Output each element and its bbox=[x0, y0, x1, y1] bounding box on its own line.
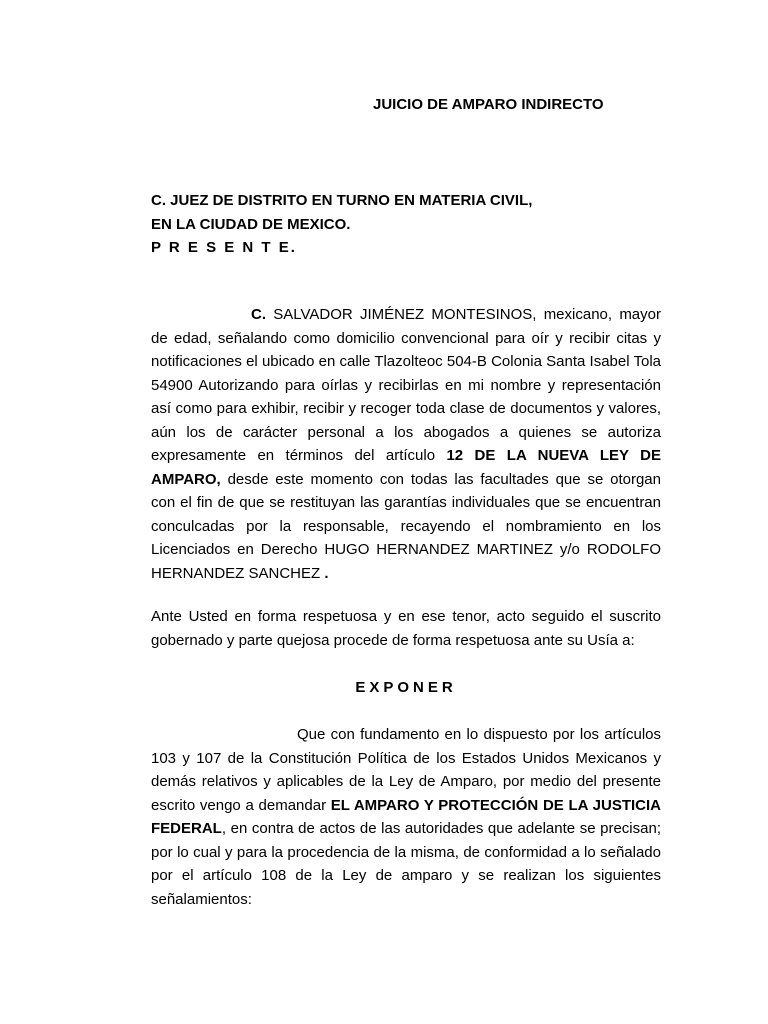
paragraph-petitioner bbox=[151, 303, 661, 585]
paragraph-intro: Ante Usted en forma respetuosa y en ese tenor, acto seguido el suscrito gobernado y parte quejosa procede de forma respetuosa ante su Usía a: bbox=[151, 608, 661, 649]
paragraph-lead: C. bbox=[251, 306, 266, 323]
paragraph-exposition bbox=[151, 723, 661, 911]
paragraph-text: Que con fundamento en lo dispuesto por los artículos 103 y 107 de la Constitución Política de los Estados Unidos Mexicanos y demás relativos y aplicables de la Ley de Amparo, por medio del presente escrito vengo a demandar bbox=[151, 726, 661, 814]
paragraph-text: , en contra de actos de las autoridades que adelante se precisan; por lo cual y para la procedencia de la misma, de conformidad a lo señalado por el artículo 108 de la Ley de amparo y se realizan los siguientes señalamientos: bbox=[151, 820, 661, 908]
amparo-demand-phrase: EL AMPARO Y PROTECCIÓN DE LA JUSTICIA FEDERAL bbox=[151, 796, 662, 837]
paragraph-text: SALVADOR JIMÉNEZ MONTESINOS, mexicano, mayor de edad, señalando como domicilio convencional para oír y recibir citas y notificaciones el ubicado en calle Tlazolteoc 504-B Colonia Santa Isabel Tola 54900 Autorizando para oírlas y recibirlas en mi nombre y representación así como para exhibir, recibir y recoger toda clase de documentos y valores, aún los de carácter personal a los abogados a quienes se autoriza expresamente en términos del artículo bbox=[151, 306, 661, 464]
paragraph-text: desde este momento con todas las facultades que se otorgan con el fin de que se restituyan las garantías individuales que se encuentran conculcadas por la responsable, recayendo el nombramiento en los Licenciados en Derecho HUGO HERNANDEZ MARTINEZ y/o RODOLFO HERNANDEZ SANCHEZ bbox=[151, 470, 661, 582]
addressee-block bbox=[151, 189, 532, 260]
addressee-line-presente: P R E S E N T E. bbox=[151, 239, 297, 256]
addressee-line-city: EN LA CIUDAD DE MEXICO. bbox=[151, 215, 351, 233]
law-article-reference: 12 DE LA NUEVA LEY DE AMPARO, bbox=[151, 447, 661, 488]
document-title: JUICIO DE AMPARO INDIRECTO bbox=[373, 96, 604, 113]
section-heading: EXPONER bbox=[355, 679, 457, 696]
paragraph-period: . bbox=[324, 564, 329, 582]
addressee-line-judge: C. JUEZ DE DISTRITO EN TURNO EN MATERIA CIVIL, bbox=[151, 192, 533, 209]
